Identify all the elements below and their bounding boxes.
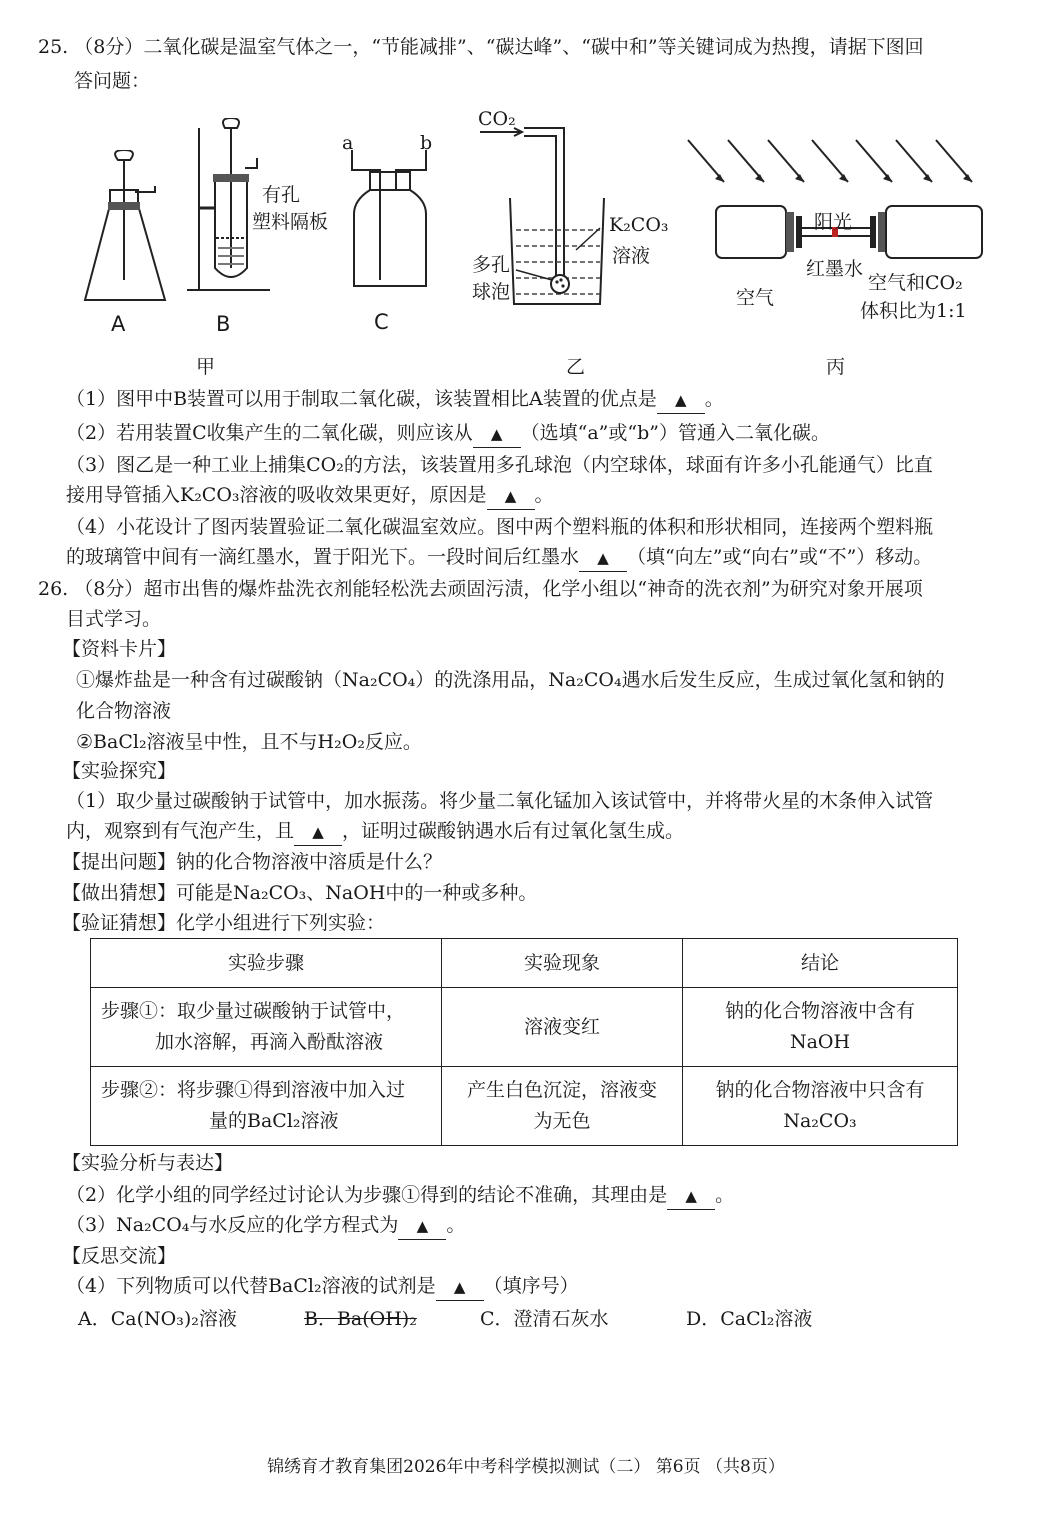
- co2-label: CO₂: [478, 108, 516, 130]
- bulb-label-line2: 球泡: [472, 281, 511, 303]
- q26-part2: （2）化学小组的同学经过讨论认为步骤①得到的结论不准确，其理由是 ▲ 。: [66, 1182, 734, 1210]
- label-a: A: [111, 312, 126, 336]
- q26-part1-line2: 内，观察到有气泡产生，且 ▲ ，证明过碳酸钠遇水后有过氧化氢生成。: [66, 818, 684, 846]
- table-header: 实验步骤: [91, 939, 442, 988]
- answer-blank[interactable]: ▲: [667, 1182, 715, 1210]
- answer-blank[interactable]: ▲: [487, 482, 535, 510]
- q26-part1-line1: （1）取少量过碳酸钠于试管中，加水振荡。将少量二氧化锰加入该试管中，并将带火星的木条伸入试管: [66, 790, 934, 812]
- right-bottle-label-line1: 空气和CO₂: [868, 272, 963, 294]
- answer-blank[interactable]: ▲: [294, 818, 342, 846]
- q25-heading: 25. （8分）二氧化碳是温室气体之一，“节能减排”、“碳达峰”、“碳中和”等关键词成为热搜，请据下图回: [38, 36, 924, 58]
- answer-blank[interactable]: ▲: [657, 386, 705, 414]
- q25-part2: （2）若用装置C收集产生的二氧化碳，则应该从 ▲ （选填“a”或“b”）管通入二氧化碳。: [66, 420, 830, 448]
- sunlight-label: 阳光: [814, 211, 853, 233]
- table-cell: 步骤②：将步骤①得到溶液中加入过 量的BaCl₂溶液: [91, 1067, 442, 1146]
- hypothesis: 【做出猜想】可能是Na₂CO₃、NaOH中的一种或多种。: [62, 882, 538, 904]
- analysis-title: 【实验分析与表达】: [62, 1152, 234, 1174]
- info-card-title: 【资料卡片】: [62, 638, 177, 660]
- answer-blank[interactable]: ▲: [398, 1212, 446, 1240]
- q26-part4: （4）下列物质可以代替BaCl₂溶液的试剂是 ▲ （填序号）: [66, 1273, 579, 1301]
- info-card-item2: ②BaCl₂溶液呈中性，且不与H₂O₂反应。: [76, 731, 422, 753]
- table-cell: 产生白色沉淀，溶液变 为无色: [442, 1067, 683, 1146]
- reflection-title: 【反思交流】: [62, 1245, 177, 1267]
- table-row: [91, 1067, 958, 1146]
- figure-yi-caption: 乙: [566, 356, 586, 378]
- answer-blank[interactable]: ▲: [436, 1273, 484, 1301]
- table-cell: 钠的化合物溶液中含有 NaOH: [683, 988, 958, 1067]
- experiment-title: 【实验探究】: [62, 760, 177, 782]
- b-note-line1: 有孔: [262, 184, 301, 206]
- q25-part1: （1）图甲中B装置可以用于制取二氧化碳，该装置相比A装置的优点是 ▲ 。: [66, 386, 724, 414]
- option-c[interactable]: C．澄清石灰水: [480, 1308, 609, 1330]
- table-header: 结论: [683, 939, 958, 988]
- tube-b-label: b: [420, 132, 433, 154]
- tube-a-label: a: [342, 132, 354, 154]
- q25-heading-cont: 答问题：: [74, 70, 151, 92]
- solution-label: 溶液: [612, 245, 651, 267]
- table-cell: 钠的化合物溶液中只含有 Na₂CO₃: [683, 1067, 958, 1146]
- answer-blank[interactable]: ▲: [579, 544, 627, 572]
- table-row: [91, 988, 958, 1067]
- k2co3-label: K₂CO₃: [609, 214, 669, 236]
- info-card-item1-line2: 化合物溶液: [76, 700, 172, 722]
- table-cell: 溶液变红: [442, 988, 683, 1067]
- label-b: B: [216, 312, 231, 336]
- answer-blank[interactable]: ▲: [473, 420, 521, 448]
- q26-heading-cont: 目式学习。: [66, 608, 162, 630]
- experiment-table: [90, 938, 958, 1146]
- table-header: 实验现象: [442, 939, 683, 988]
- apparatus-c-figure: [340, 150, 440, 290]
- q25-part3-line2: 接用导管插入K₂CO₃溶液的吸收效果更好，原因是 ▲ 。: [66, 482, 554, 510]
- right-bottle-label-line2: 体积比为1:1: [860, 300, 967, 322]
- verify-hypothesis: 【验证猜想】化学小组进行下列实验：: [62, 912, 386, 934]
- page-footer: 锦绣育才教育集团2026年中考科学模拟测试（二） 第6页 （共8页）: [267, 1457, 785, 1477]
- table-header-row: [91, 939, 958, 988]
- bulb-label-line1: 多孔: [472, 254, 511, 276]
- figure-jia-caption: 甲: [196, 356, 216, 378]
- raise-question: 【提出问题】钠的化合物溶液中溶质是什么？: [62, 851, 443, 873]
- info-card-item1-line1: ①爆炸盐是一种含有过碳酸钠（Na₂CO₄）的洗涤用品，Na₂CO₄遇水后发生反应，生成过氧化氢和钠的: [76, 669, 945, 691]
- left-bottle-label: 空气: [736, 287, 775, 309]
- q26-heading: 26. （8分）超市出售的爆炸盐洗衣剂能轻松洗去顽固污渍，化学小组以“神奇的洗衣剂”为研究对象开展项: [38, 578, 923, 600]
- figure-bing-apparatus: [680, 132, 1000, 272]
- apparatus-a-figure: [80, 150, 170, 310]
- q25-part4-line2: 的玻璃管中间有一滴红墨水，置于阳光下。一段时间后红墨水 ▲ （填“向左”或“向右”或“不”）移动。: [66, 544, 932, 572]
- figure-bing-caption: 丙: [826, 356, 846, 378]
- option-b[interactable]: B．Ba(OH)₂: [304, 1308, 417, 1330]
- b-note-line2: 塑料隔板: [252, 211, 329, 233]
- label-c: C: [374, 310, 389, 334]
- red-ink-label: 红墨水: [806, 258, 864, 280]
- option-a[interactable]: A．Ca(NO₃)₂溶液: [78, 1308, 237, 1330]
- q26-part3: （3）Na₂CO₄与水反应的化学方程式为 ▲ 。: [66, 1212, 465, 1240]
- option-d[interactable]: D．CaCl₂溶液: [686, 1308, 813, 1330]
- table-cell: 步骤①：取少量过碳酸钠于试管中， 加水溶解，再滴入酚酞溶液: [91, 988, 442, 1067]
- q25-part4-line1: （4）小花设计了图丙装置验证二氧化碳温室效应。图中两个塑料瓶的体积和形状相同，连接两个塑料瓶: [66, 516, 934, 538]
- q25-part3-line1: （3）图乙是一种工业上捕集CO₂的方法，该装置用多孔球泡（内空球体，球面有许多小孔能通气）比直: [66, 454, 933, 476]
